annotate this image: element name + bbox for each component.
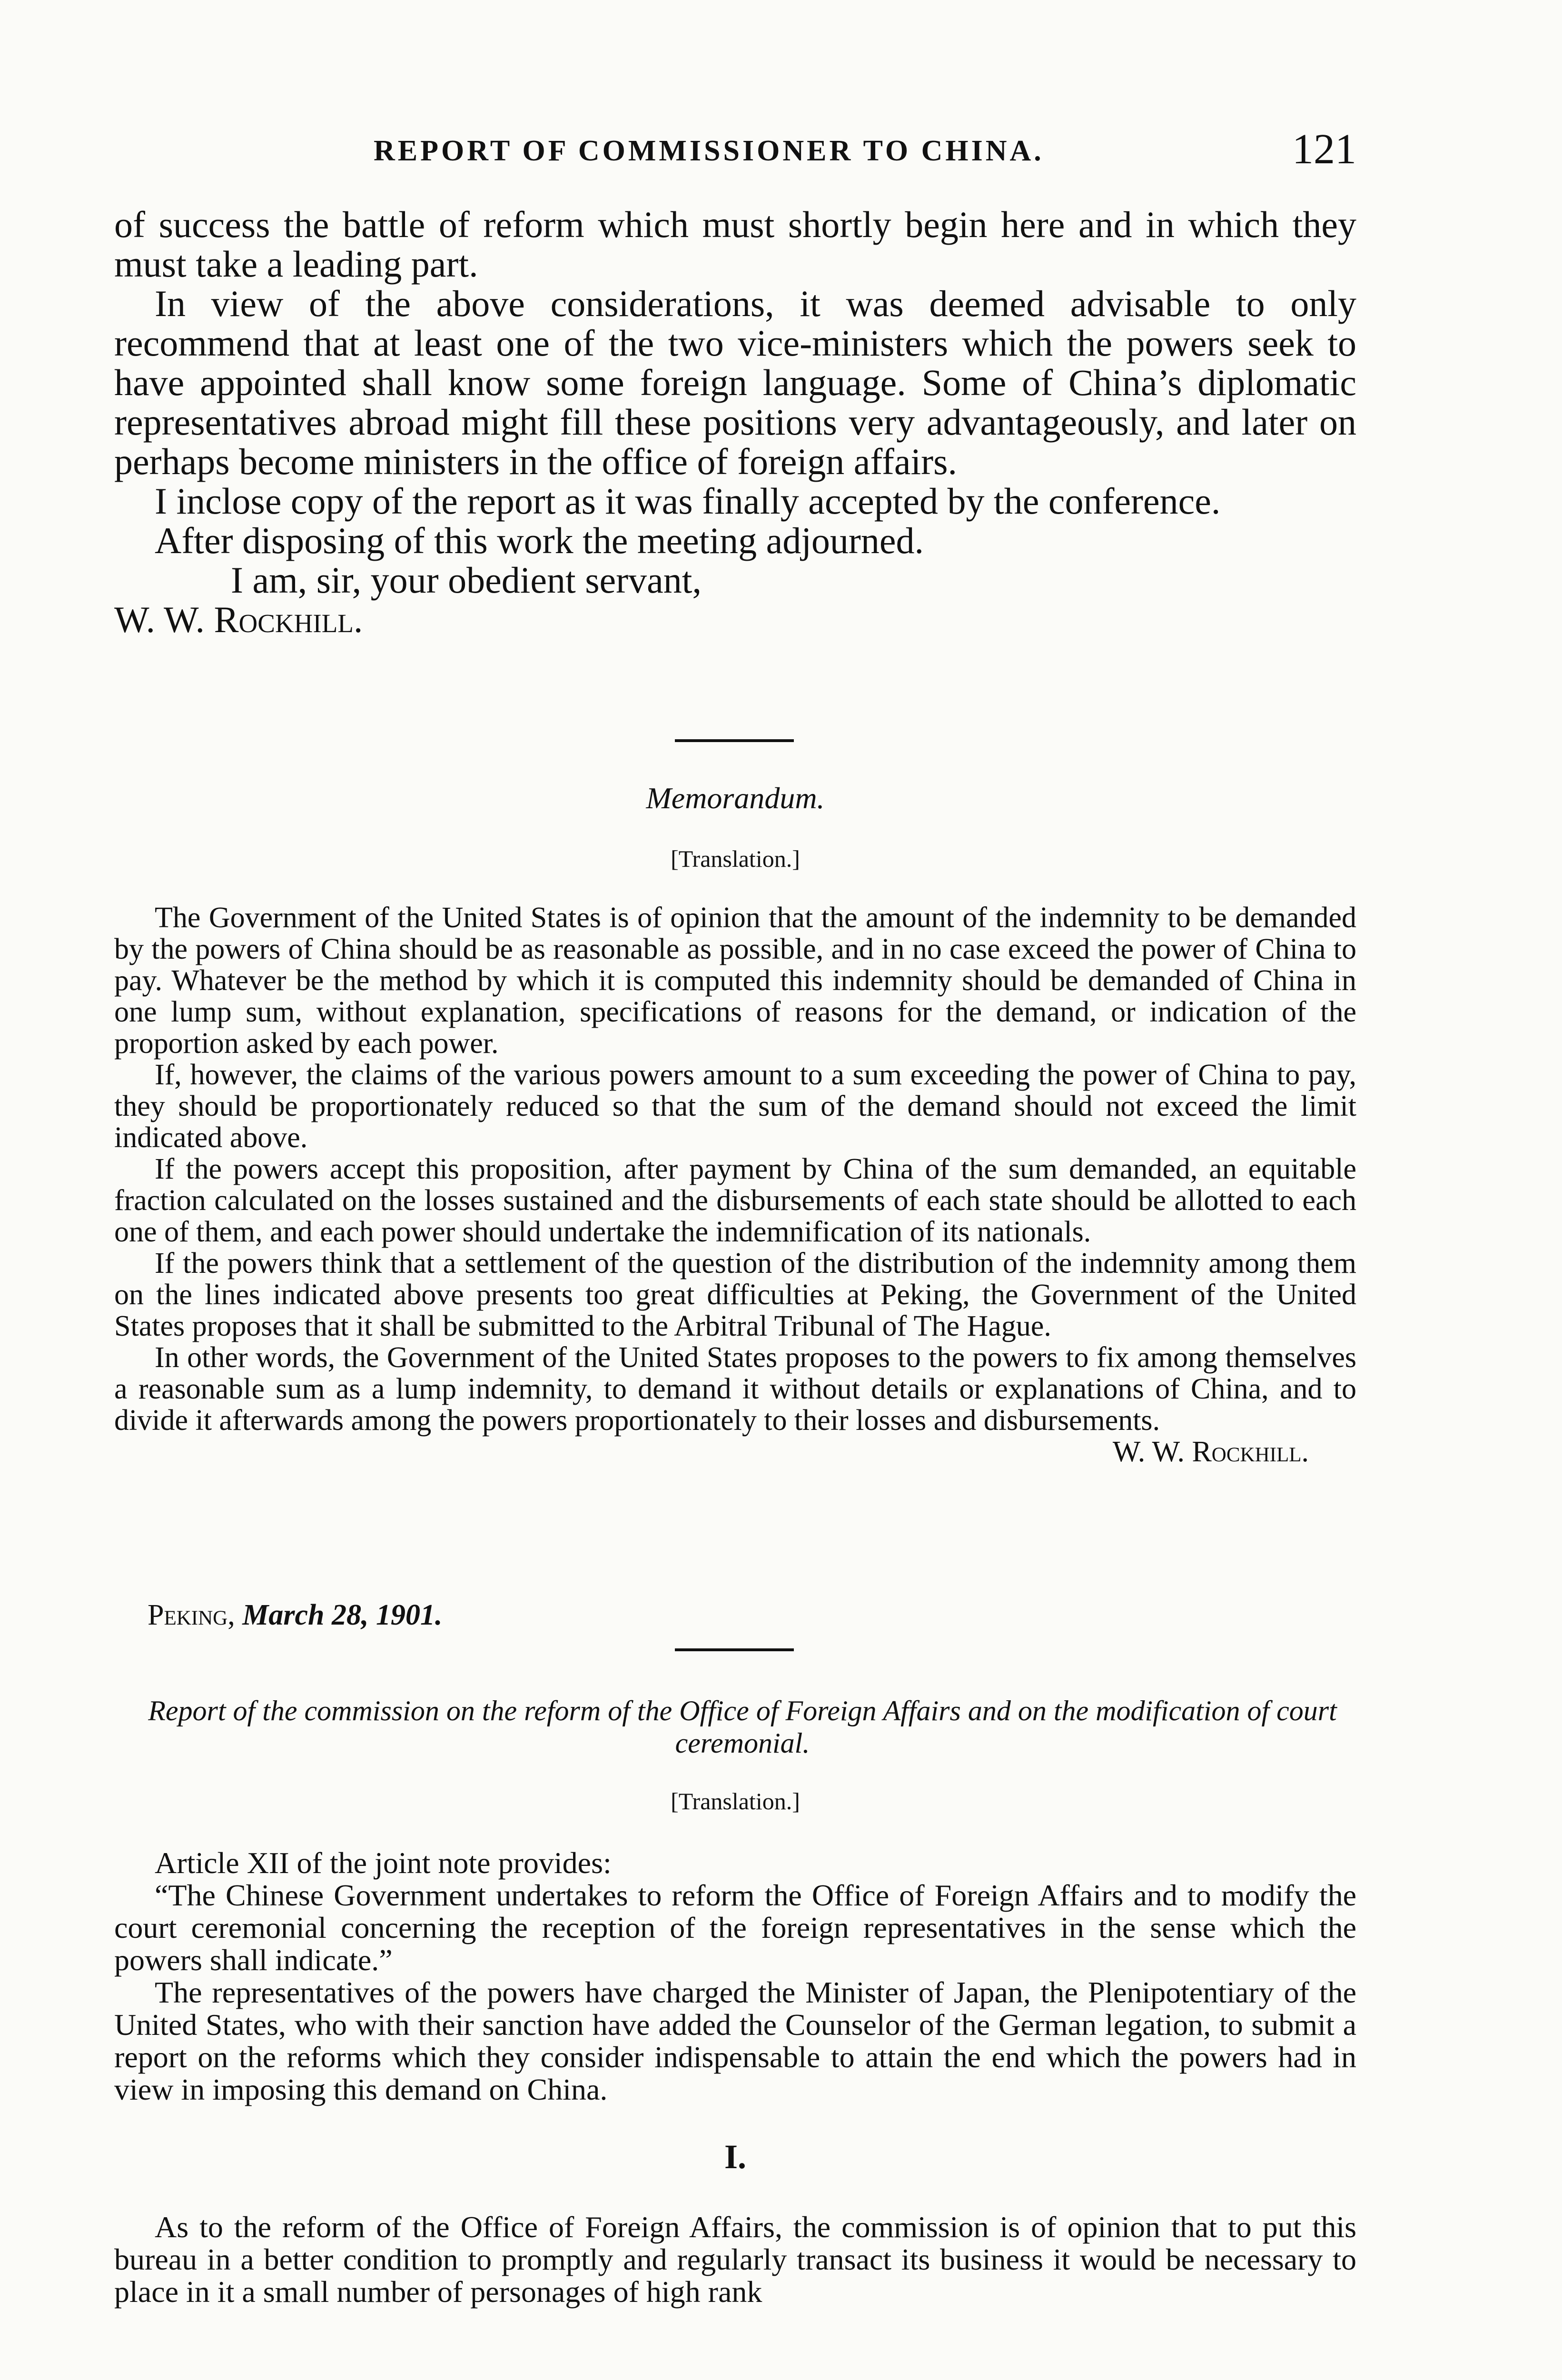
section-divider bbox=[675, 1648, 794, 1651]
place: Peking, bbox=[148, 1599, 235, 1631]
page-number: 121 bbox=[1292, 126, 1356, 173]
letter-paragraph: In view of the above considerations, it was deemed advisable to only recommend that at least one of the two vice-ministers which the powers seek to have appointed shall know some foreign language. Some of China’s diplomatic representatives abroad might fill these positions very advantageously, and later on perhaps become ministers in the office of foreign affairs. bbox=[114, 283, 1356, 482]
report-section-body bbox=[114, 2211, 1356, 2308]
letter-closing: I am, sir, your obedient servant, bbox=[231, 559, 702, 601]
report-section-paragraph: As to the reform of the Office of Foreign Affairs, the commission is of opinion that to put this bureau in a better condition to promptly and regularly transact its business it would be necessary to place in it a small number of personages of high rank bbox=[114, 2210, 1356, 2309]
memorandum-translation-note: [Translation.] bbox=[671, 845, 800, 872]
letter-paragraph: of success the battle of reform which must shortly begin here and in which they must take a leading part. bbox=[114, 204, 1356, 285]
memorandum-title: Memorandum. bbox=[646, 781, 825, 815]
memorandum-signature: W. W. Rockhill. bbox=[1112, 1436, 1309, 1468]
report-paragraph: The representatives of the powers have charged the Minister of Japan, the Plenipotentiary of the United States, who with their sanction have added the Counselor of the German legation, to submit a report on the reforms which they consider indispensable to attain the end which the powers had in view in imposing this demand on China. bbox=[114, 1975, 1356, 2106]
report-title: Report of the commission on the reform of the Office of Foreign Affairs and on the modification of court ceremonial. bbox=[148, 1695, 1337, 1759]
letter-signature: W. W. Rockhill. bbox=[114, 599, 363, 640]
letter-paragraph: After disposing of this work the meeting adjourned. bbox=[155, 520, 924, 561]
section-numeral: I. bbox=[724, 2138, 747, 2176]
running-title: REPORT OF COMMISSIONER TO CHINA. bbox=[374, 135, 1044, 167]
memorandum-paragraph: If the powers think that a settlement of the question of the distribution of the indemnity among them on the lines indicated above presents too great difficulties at Peking, the Government of the United States proposes that it shall be submitted to the Arbitral Tribunal of The Hague. bbox=[114, 1247, 1356, 1342]
place-date-line bbox=[148, 1599, 814, 1631]
running-header bbox=[114, 125, 1356, 177]
letter-paragraph: I inclose copy of the report as it was finally accepted by the conference. bbox=[155, 480, 1221, 522]
report-paragraph: “The Chinese Government undertakes to reform the Office of Foreign Affairs and to modify the court ceremonial concerning the reception of the foreign representatives in the sense which the powers shall indicate.” bbox=[114, 1878, 1356, 1977]
report-body bbox=[114, 1847, 1356, 2106]
memorandum-body bbox=[114, 902, 1356, 1468]
memorandum-paragraph: If, however, the claims of the various powers amount to a sum exceeding the power of China to pay, they should be proportionately reduced so that the sum of the demand should not exceed the limit indicated above. bbox=[114, 1059, 1356, 1154]
memorandum-paragraph: If the powers accept this proposition, after payment by China of the sum demanded, an equitable fraction calculated on the losses sustained and the disbursements of each state should be allotted to each one of them, and each power should undertake the indemnification of its nationals. bbox=[114, 1153, 1356, 1248]
memorandum-paragraph: In other words, the Government of the United States proposes to the powers to fix among themselves a reasonable sum as a lump indemnity, to demand it without details or explanations of China, and to divide it afterwards among the powers proportionately to their losses and disbursements. bbox=[114, 1341, 1356, 1437]
section-divider bbox=[675, 739, 794, 742]
report-translation-note: [Translation.] bbox=[671, 1788, 800, 1815]
letter-body bbox=[114, 205, 1356, 639]
date: March 28, 1901. bbox=[242, 1599, 443, 1631]
report-paragraph: Article XII of the joint note provides: bbox=[155, 1846, 612, 1880]
memorandum-paragraph: The Government of the United States is of opinion that the amount of the indemnity to be demanded by the powers of China should be as reasonable as possible, and in no case exceed the power of China to pay. Whatever be the method by which it is computed this indemnity should be demanded of China in one lump sum, without explanation, specifications of reasons for the demand, or indication of the proportion asked by each power. bbox=[114, 902, 1356, 1060]
